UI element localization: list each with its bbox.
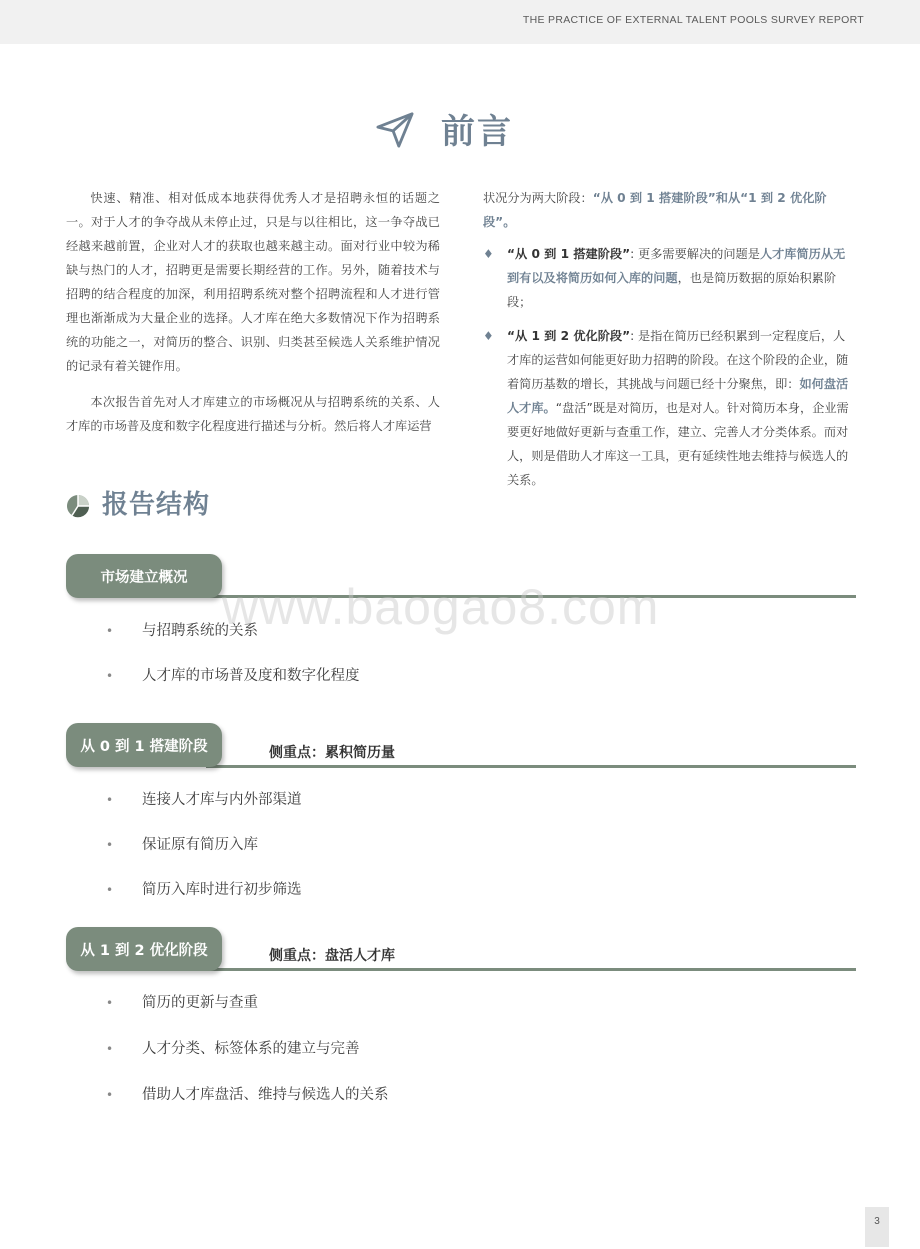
phase-intro-highlight: “从 0 到 1 搭建阶段”和从“1 到 2 优化阶段”。: [483, 191, 827, 229]
section-focus: 侧重点：盘活人才库: [269, 948, 395, 964]
list-item-text: 连接人才库与内外部渠道: [142, 792, 302, 808]
report-title: THE PRACTICE OF EXTERNAL TALENT POOLS SURVEY REPORT: [522, 14, 864, 26]
intro-left-column: [66, 186, 440, 450]
list-item-text: 简历入库时进行初步筛选: [142, 882, 302, 898]
phase-2-highlight: 如何盘活人才库。: [507, 377, 849, 415]
diamond-bullet-icon: ♦: [483, 247, 494, 261]
list-item: • 人才库的市场普及度和数字化程度: [106, 668, 360, 684]
list-item-text: 与招聘系统的关系: [142, 623, 258, 639]
watermark: www.baogao8.com: [222, 579, 660, 635]
page-title: 前言: [441, 112, 513, 152]
diamond-bullet-icon: ♦: [483, 329, 494, 343]
list-item: • 简历的更新与查重: [106, 995, 258, 1011]
list-item: • 借助人才库盘活、维持与候选人的关系: [106, 1087, 389, 1103]
phase-2-label: “从 1 到 2 优化阶段”: [507, 329, 631, 343]
list-item-text: 简历的更新与查重: [142, 995, 258, 1011]
intro-paragraph-2: 本次报告首先对人才库建立的市场概况从与招聘系统的关系、人才库的市场普及度和数字化程度进行描述与分析。然后将人才库运营: [66, 395, 440, 433]
phase-1-text: : 更多需要解决的问题是: [630, 247, 760, 261]
list-item-text: 借助人才库盘活、维持与候选人的关系: [142, 1087, 389, 1103]
section-focus: 侧重点：累积简历量: [269, 745, 395, 761]
phase-1-highlight: 人才库简历从无到有以及将简历如何入库的问题: [507, 247, 846, 285]
page-number: 3: [865, 1207, 889, 1247]
pie-chart-icon: [66, 494, 90, 518]
phase-bullet-2: [483, 324, 857, 492]
intro-right-column: [483, 186, 857, 502]
phase-1-label: “从 0 到 1 搭建阶段”: [507, 247, 631, 261]
list-item: • 人才分类、标签体系的建立与完善: [106, 1041, 360, 1057]
list-item: • 连接人才库与内外部渠道: [106, 792, 302, 808]
section-tag-market: 市场建立概况: [66, 554, 222, 598]
list-item: • 简历入库时进行初步筛选: [106, 882, 302, 898]
list-item-text: 人才分类、标签体系的建立与完善: [142, 1041, 360, 1057]
intro-paragraph-3: [483, 186, 857, 234]
phase-2-text: : 是指在简历已经积累到一定程度后，人才库的运营如何能更好助力招聘的阶段。在这个阶段的企业，随着简历基数的增长，其挑战与问题已经十分聚焦，即：: [507, 329, 849, 391]
paper-plane-icon: [376, 110, 414, 148]
intro-paragraph-1: 快速、精准、相对低成本地获得优秀人才是招聘永恒的话题之一。对于人才的争夺战从未停止过，只是与以往相比，这一争夺战已经越来越前置，企业对人才的获取也越来越主动。面对行业中较为稀缺与热门的人才，招聘更是需要长期经营的工作。另外，随着技术与招聘的结合程度的加深，利用招聘系统对整个招聘流程和人才进行管理也渐渐成为大量企业的选择。人才库在绝大多数情况下作为招聘系统的功能之一，对简历的整合、识别、归类甚至候选人关系维护情况的记录有着关键作用。: [66, 191, 440, 373]
section-rule: [206, 765, 856, 768]
phase-intro-text: 状况分为两大阶段：: [483, 191, 593, 205]
structure-title: 报告结构: [102, 490, 211, 520]
list-item: • 与招聘系统的关系: [106, 623, 258, 639]
phase-bullet-1: [483, 242, 857, 314]
list-item-text: 保证原有简历入库: [142, 837, 258, 853]
header-bar: [0, 0, 920, 44]
page-title-block: [0, 104, 920, 154]
list-item-text: 人才库的市场普及度和数字化程度: [142, 668, 360, 684]
phase-2-text-end: “盘活”既是对简历，也是对人。针对简历本身，企业需要更好地做好更新与查重工作，建立、完善人才分类体系。而对人，则是借助人才库这一工具，更有延续性地去维持与候选人的关系。: [507, 401, 849, 487]
section-rule: [206, 968, 856, 971]
phase-1-text-end: ，也是简历数据的原始积累阶段；: [507, 271, 837, 309]
section-tag-build: 从 0 到 1 搭建阶段: [66, 723, 222, 767]
section-tag-optimize: 从 1 到 2 优化阶段: [66, 927, 222, 971]
list-item: • 保证原有简历入库: [106, 837, 258, 853]
